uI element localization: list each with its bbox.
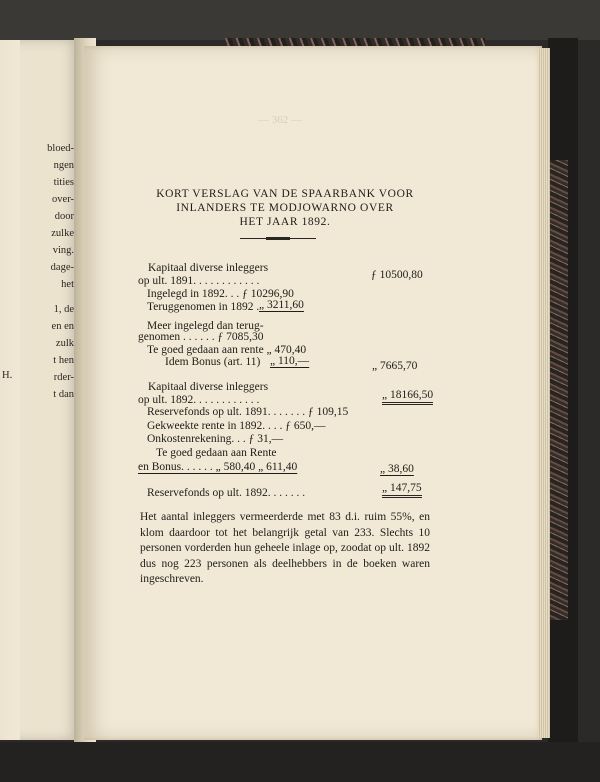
ledger-line: Reservefonds op ult. 1892. . . . . . .	[147, 487, 306, 499]
ledger-line: genomen . . . . . . ƒ 7085,30	[138, 331, 264, 343]
left-text-fragment: en en	[51, 321, 74, 332]
ledger-amount: „ 3211,60	[259, 299, 304, 311]
ledger-line: Idem Bonus (art. 11)	[165, 356, 261, 368]
cover-marbling-right	[550, 160, 568, 620]
title-line: INLANDERS TE MODJOWARNO OVER	[176, 202, 394, 214]
left-page	[0, 40, 81, 740]
title-line: HET JAAR 1892.	[239, 216, 331, 228]
ledger-line: Reservefonds op ult. 1891. . . . . . . ƒ 109,15	[147, 406, 349, 418]
background-bottom	[0, 742, 600, 782]
ledger-line: Te goed gedaan aan Rente	[156, 447, 277, 459]
ledger-line: Kapitaal diverse inleggers	[148, 381, 269, 393]
left-text-fragment: H.	[2, 370, 13, 381]
left-text-fragment: tities	[53, 177, 74, 188]
left-text-fragment: zulke	[51, 228, 74, 239]
left-text-fragment: 1, de	[53, 304, 74, 315]
background-top	[0, 0, 600, 40]
ledger-line: Onkostenrekening. . . ƒ 31,—	[147, 433, 284, 445]
ledger-amount: ƒ 10500,80	[371, 269, 423, 281]
left-text-fragment: rder-	[53, 372, 74, 383]
left-page-edge	[0, 40, 20, 740]
ledger-line: Meer ingelegd dan terug-	[147, 320, 264, 332]
left-text-fragment: over-	[52, 194, 74, 205]
left-text-fragment: ngen	[53, 160, 74, 171]
ledger-amount: „ 38,60	[380, 463, 414, 475]
left-text-fragment: dage-	[50, 262, 74, 273]
left-text-fragment: bloed-	[47, 143, 74, 154]
ledger-line: Teruggenomen in 1892 .	[147, 301, 260, 313]
ledger-amount: „ 18166,50	[382, 389, 433, 405]
ledger-amount: „ 147,75	[382, 482, 422, 498]
ledger-line: Kapitaal diverse inleggers	[148, 262, 269, 274]
left-text-fragment: t hen	[53, 355, 74, 366]
title-divider-center	[266, 237, 290, 240]
left-text-fragment: door	[54, 211, 74, 222]
summary-paragraph: Het aantal inleggers vermeerderde met 83 d.i. ruim 55%, en klom daardoor tot het belangrijk getal van 233. Slechts 10 personen vorderden hun geheele inlage op, zoodat op ult. 1892 dus nog 223 personen als deelhebbers in de boeken waren ingeschreven.	[140, 511, 430, 585]
ledger-line: op ult. 1891. . . . . . . . . . . .	[138, 275, 260, 287]
left-text-fragment: ving.	[52, 245, 74, 256]
title-line: KORT VERSLAG VAN DE SPAARBANK VOOR	[156, 188, 414, 200]
left-text-fragment: het	[61, 279, 74, 290]
left-text-fragment: zulk	[55, 338, 74, 349]
ledger-line: op ult. 1892. . . . . . . . . . . .	[138, 394, 260, 406]
ledger-line: Ingelegd in 1892. . . ƒ 10296,90	[147, 288, 294, 300]
page-number: — 362 —	[258, 114, 302, 126]
ledger-line: Gekweekte rente in 1892. . . . ƒ 650,—	[147, 420, 326, 432]
left-text-fragment: t dan	[53, 389, 74, 400]
ledger-line: en Bonus. . . . . . „ 580,40 „ 611,40	[138, 461, 298, 473]
page-edges	[538, 48, 550, 738]
ledger-amount: „ 110,—	[270, 355, 310, 367]
ledger-amount: „ 7665,70	[372, 360, 418, 372]
ledger-line: Te goed gedaan aan rente „ 470,40	[147, 344, 307, 356]
